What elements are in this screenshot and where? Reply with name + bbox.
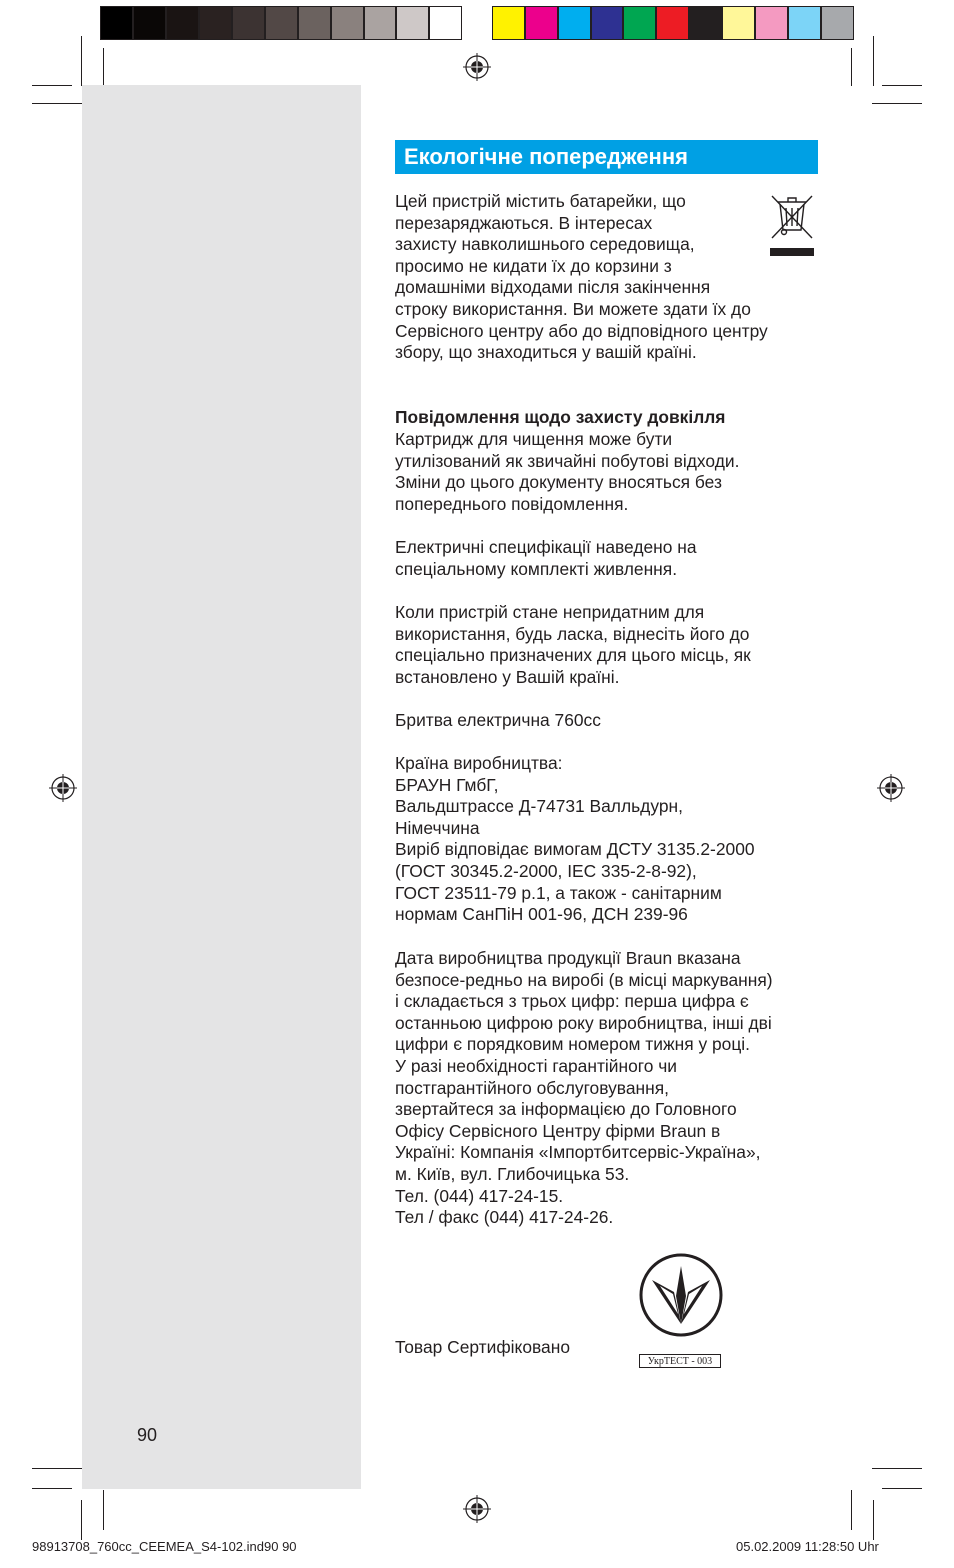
crop-mark	[851, 48, 852, 86]
battery-paragraph: Цей пристрій містить батарейки, що перезаряджаються. В інтересах захисту навколишнього середовища, просимо не кидати їх до корзини з домашніми відходами після закінчення строку використання. Ви можете здати їх до Сервісного центру або до відповідного центру збору, що знаходиться у вашій країні.	[395, 191, 768, 363]
product-name: Бритва електрична 760cc	[395, 710, 601, 730]
crop-mark	[103, 48, 104, 86]
gray-swatch-1	[133, 6, 166, 40]
gray-swatch-8	[364, 6, 397, 40]
section-heading: Екологічне попередження	[395, 140, 818, 174]
process-swatch-1	[525, 6, 558, 40]
disposal-paragraph: Коли пристрій стане непридатним для використання, будь ласка, віднесіть його до спеціально призначених для цього місць, як встановлено у Вашій країні.	[395, 602, 751, 687]
crop-mark	[81, 1500, 82, 1540]
crop-mark	[81, 36, 82, 86]
crop-mark	[103, 1490, 104, 1530]
process-swatch-6	[689, 6, 722, 40]
ukrainian-conformity-mark-icon	[638, 1252, 724, 1370]
gray-swatch-0	[100, 6, 133, 40]
page-number: 90	[137, 1425, 158, 1445]
process-swatch-5	[656, 6, 689, 40]
crop-mark	[32, 1468, 82, 1469]
gray-swatch-10	[429, 6, 462, 40]
gray-swatch-4	[232, 6, 265, 40]
certification-code: УкрТЕСТ - 003	[639, 1354, 721, 1368]
electrical-paragraph: Електричні специфікації наведено на спеціальному комплекті живлення.	[395, 537, 697, 579]
crop-mark	[882, 1488, 922, 1489]
gray-swatch-5	[265, 6, 298, 40]
process-swatch-4	[623, 6, 656, 40]
crop-mark	[32, 85, 72, 86]
crop-mark	[873, 36, 874, 86]
gray-swatch-2	[166, 6, 199, 40]
footer-timestamp: 05.02.2009 11:28:50 Uhr	[736, 1539, 879, 1554]
notice-paragraph: Картридж для чищення може бути утилізований як звичайні побутові відходи. Зміни до цього документу вносяться без попереднього повідомлення.	[395, 429, 740, 514]
certified-label: Товар Сертифіковано	[395, 1337, 570, 1357]
registration-mark-icon	[48, 773, 78, 803]
process-swatch-2	[558, 6, 591, 40]
gray-swatch-6	[298, 6, 331, 40]
date-service-paragraph: Дата виробництва продукції Braun вказана безпосе-редньо на виробі (в місці маркування) і складається з трьох цифр: перша цифра є останньою цифрою року виробництва, інші дві цифри є порядковим номером тижня у році. У разі необхідності гарантійного чи постгарантійного обслуговування, звертайтеся за інформацією до Головного Офісу Сервісного Центру фірми Braun в Україні: Компанія «Імпортбитсервіс-Україна», м. Київ, вул. Глибочицька 53. Тел. (044) 417-24-15. Тел / факс (044) 417-24-26.	[395, 948, 773, 1228]
crop-mark	[872, 1468, 922, 1469]
color-control-bar	[100, 6, 854, 42]
crossed-out-wheelie-bin-icon	[768, 190, 816, 258]
crop-mark	[32, 1488, 72, 1489]
crop-mark	[882, 85, 922, 86]
crop-mark	[873, 1500, 874, 1540]
registration-mark-icon	[462, 1494, 492, 1524]
color-bar-gap	[462, 6, 491, 42]
crop-mark	[872, 103, 922, 104]
gray-swatch-3	[199, 6, 232, 40]
registration-mark-icon	[462, 52, 492, 82]
crop-mark	[851, 1490, 852, 1530]
registration-mark-icon	[876, 773, 906, 803]
crop-mark	[32, 103, 82, 104]
footer-file-info: 98913708_760cc_CEEMEA_S4-102.ind90 90	[32, 1539, 297, 1554]
gray-swatch-9	[396, 6, 429, 40]
side-panel	[82, 85, 361, 1489]
process-swatch-7	[722, 6, 755, 40]
process-swatch-10	[821, 6, 854, 40]
process-swatch-0	[492, 6, 525, 40]
process-swatch-8	[755, 6, 788, 40]
notice-title: Повідомлення щодо захисту довкілля	[395, 407, 726, 427]
process-swatch-9	[788, 6, 821, 40]
process-swatch-3	[591, 6, 624, 40]
manufacturer-paragraph: Країна виробництва: БРАУН ГмбГ, Вальдштрассе Д-74731 Валльдурн, Німеччина Виріб відповідає вимогам ДСТУ 3135.2-2000 (ГОСТ 30345.2-2000, IEC 335-2-8-92), ГОСТ 23511-79 р.1, а також - санітарним нормам СанПіН 001-96, ДСН 239-96	[395, 753, 755, 925]
gray-swatch-7	[331, 6, 364, 40]
